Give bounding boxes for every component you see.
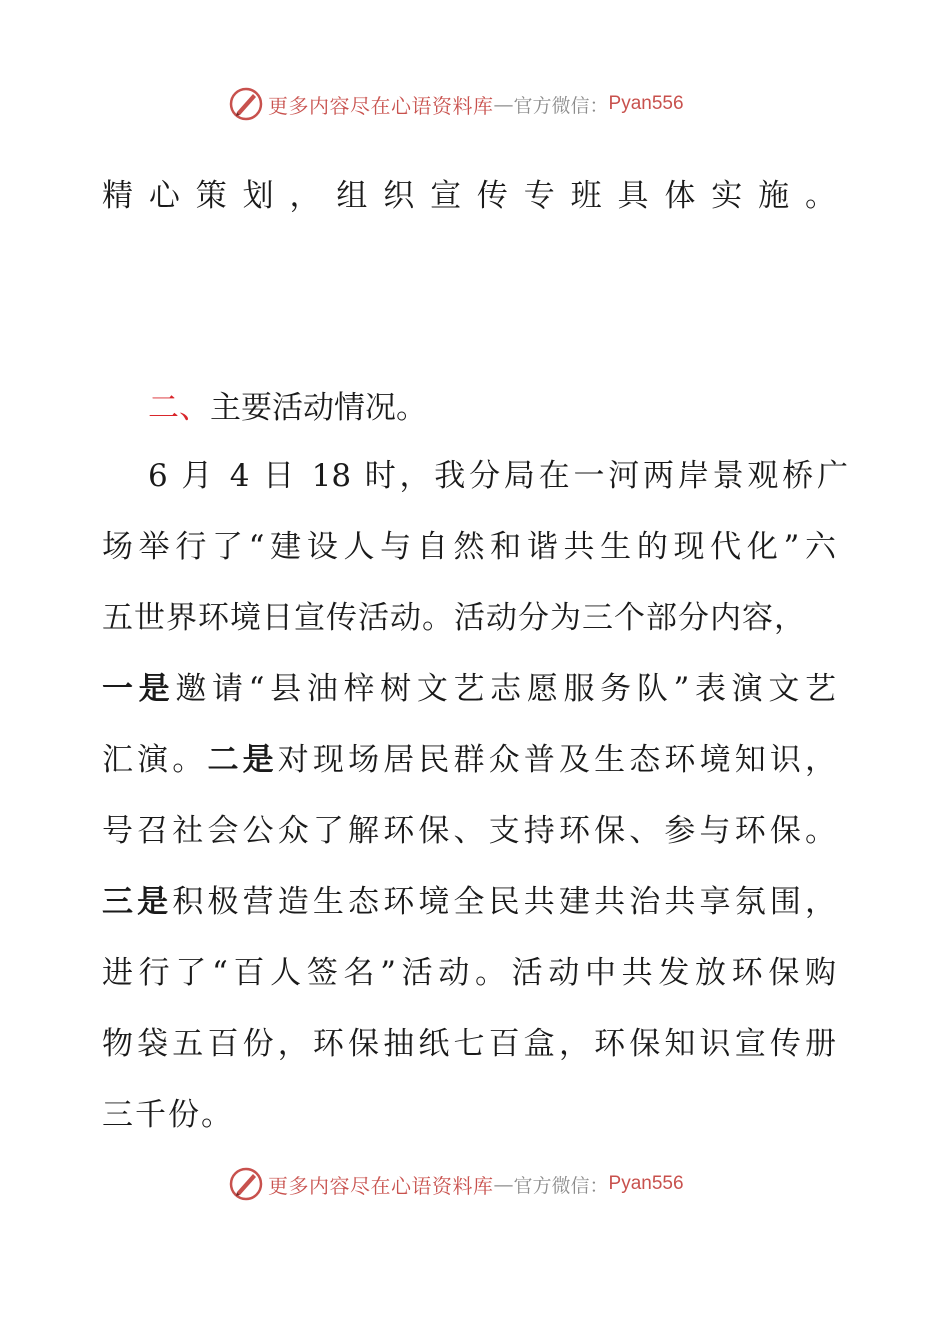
pen-logo-icon <box>228 86 264 122</box>
text-line: 三千份。 <box>102 1097 234 1133</box>
banner-wechat-label: 官方微信： <box>513 1174 609 1197</box>
heading-text: 主要活动情况。 <box>210 390 427 426</box>
banner-brand: 更多内容尽在心语资料库 <box>268 93 494 118</box>
text-line <box>102 669 838 709</box>
pen-logo-icon <box>228 1166 264 1202</box>
footer-banner <box>228 1164 728 1204</box>
text-line <box>102 740 838 780</box>
banner-dash: — <box>493 92 514 116</box>
text-line: 6 月 4 日 18 时，我分局在一河两岸景观桥广 <box>148 458 848 494</box>
text-line: 物袋五百份，环保抽纸七百盒，环保知识宣传册 <box>102 1026 838 1062</box>
text-line: 进行了“百人签名”活动。活动中共发放环保购 <box>102 955 838 991</box>
text-line <box>102 882 838 922</box>
line-text: 对现场居民群众普及生态环境知识， <box>277 742 839 778</box>
heading-number: 二、 <box>148 390 210 426</box>
text-line: 五世界环境日宣传活动。活动分为三个部分内容， <box>102 600 806 636</box>
text-line: 号召社会公众了解环保、支持环保、参与环保。 <box>102 813 838 849</box>
section-heading <box>148 388 427 428</box>
banner-dash: — <box>493 1172 514 1196</box>
bold-marker: 三是 <box>102 884 173 920</box>
banner-wechat-label: 官方微信： <box>513 94 609 117</box>
banner-brand: 更多内容尽在心语资料库 <box>268 1173 494 1198</box>
line-text: 汇演。 <box>102 742 208 778</box>
text-line: 场举行了“建设人与自然和谐共生的现代化”六 <box>102 529 838 565</box>
header-banner <box>228 84 728 124</box>
line-text: 积极营造生态环境全民共建共治共享氛围， <box>172 884 839 920</box>
bold-marker: 二是 <box>207 742 278 778</box>
banner-wechat-id: Pyan556 <box>608 1173 684 1194</box>
line-text: 邀请“县油梓树文艺志愿服务队”表演文艺 <box>175 671 839 707</box>
bold-marker: 一是 <box>102 671 176 707</box>
text-line: 精 心 策 划 ， 组 织 宣 传 专 班 具 体 实 施 。 <box>102 178 838 214</box>
banner-wechat-id: Pyan556 <box>608 93 684 114</box>
